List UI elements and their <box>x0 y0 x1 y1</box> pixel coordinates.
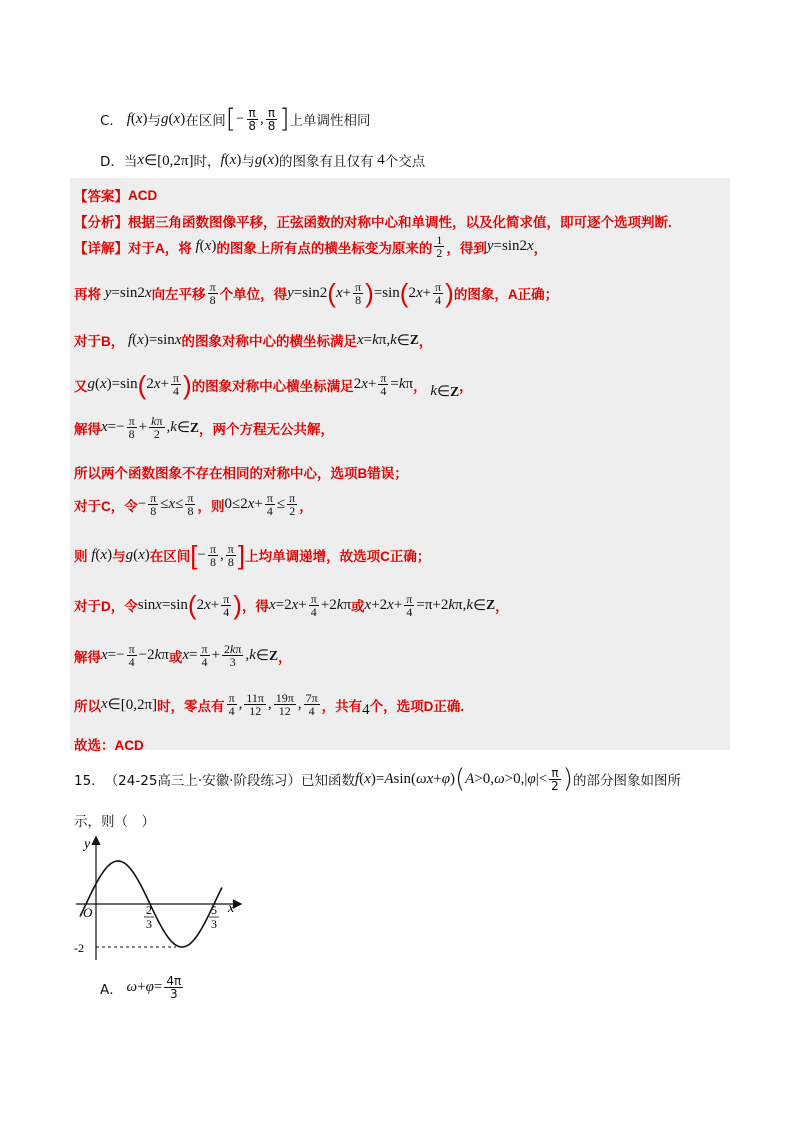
origin-label: O <box>83 905 93 920</box>
x-label: x <box>228 901 235 916</box>
detail-line-8: 则 f ( x ) 与 g ( x ) 在区间 [ − $\frac{\pi}{8}$ , $\frac{\pi}{8}$ ] 上均单调递增，故选项C正确； <box>74 540 431 570</box>
detail-line-10: 解得 x =− $\frac{\pi}{4}$ −2 k π 或 x = $\frac{\pi}{4}$ + $\frac{2k\pi}{3}$ , k ∈ Z ， <box>74 642 292 669</box>
text: 或 <box>168 649 183 665</box>
math: f <box>122 110 131 127</box>
text: ， <box>277 649 292 665</box>
option-a-label: A． <box>100 981 123 998</box>
text: ， <box>533 240 548 256</box>
option-c: C． f ( x ) 与 g ( x ) 在区间 [ − $\frac{\pi}{8}$ , $\frac{\pi}{8}$ ] 上单调性相同 <box>100 104 371 134</box>
question-15-cont <box>74 810 155 830</box>
text: 再将 <box>74 287 101 302</box>
tick-2-3: 2 <box>146 903 152 917</box>
text: 所以两个函数图象不存在相同的对称中心，选项B错误； <box>74 466 408 481</box>
text: 则 <box>74 549 88 564</box>
text: 上均单调递增，故选项C正确； <box>245 549 431 564</box>
text: ，得到 <box>446 240 487 256</box>
question-text: 示，则（ ） <box>74 814 155 830</box>
detail-line-1: 【详解】 对于A，将 f ( x ) 的图象上所有点的横坐标变为原来的 $\frac{1}{2}$ ，得到 y =sin2 x ， <box>74 233 548 260</box>
text: 又 <box>74 378 88 394</box>
detail-line-7: 对于C，令 − $\frac{\pi}{8}$ ≤ x ≤ $\frac{\pi}{8}$ ，则 0≤2 x + $\frac{\pi}{4}$ ≤ $\frac{\pi}{2}$ ， <box>74 491 313 518</box>
function-graph <box>70 832 250 964</box>
detail-line-5: 解得 x =− $\frac{\pi}{8}$ + $\frac{k\pi}{2}$ , k ∈ Z ，两个方程无公共解， <box>74 414 335 441</box>
question-15: 15． （24-25高三上·安徽·阶段练习）已知函数 f ( x )= A sin( ωx + φ ) ( A >0, ω >0,| φ |< $\frac{\pi}{2}$ ) 的部分图象如图所 <box>74 764 681 794</box>
text: ， <box>418 334 433 349</box>
text: 对于B， <box>74 334 125 349</box>
text: 所以 <box>74 698 101 714</box>
text: 与 <box>241 154 255 170</box>
text: ，共有 <box>321 698 363 714</box>
count: 4 <box>362 702 370 718</box>
text: 对于A，将 <box>128 240 192 256</box>
text: 的图象，A正确； <box>453 287 559 302</box>
svg-text:3: 3 <box>211 917 217 931</box>
text: ， <box>299 498 313 514</box>
analysis-text: 根据三角函数图像平移，正弦函数的对称中心和单调性，以及化简求值，即可逐个选项判断. <box>128 215 672 230</box>
text: 个，选项D正确. <box>369 698 465 714</box>
text: 解得 <box>74 649 101 665</box>
question-number: 15． <box>74 773 105 789</box>
text: 的图象对称中心横坐标满足 <box>191 378 354 394</box>
text: 的图象上所有点的横坐标变为原来的 <box>216 240 433 256</box>
option-c-label: C． <box>100 113 123 129</box>
text: 上单调性相同 <box>289 113 371 129</box>
detail-tag: 【详解】 <box>74 240 128 256</box>
tick-5-3: 5 <box>211 903 217 917</box>
text: ， <box>413 378 427 394</box>
text: 个单位，得 <box>219 287 288 302</box>
detail-line-3: 对于B， f ( x )=sin x 的图象对称中心的横坐标满足 x = k π, k ∈ Z ， <box>74 331 433 349</box>
y-label: y <box>84 837 91 852</box>
question-text: 的部分图象如图所 <box>572 773 681 789</box>
text: 或 <box>351 599 365 614</box>
answer-value: ACD <box>128 187 158 203</box>
text: 的图象有且仅有 <box>278 154 374 170</box>
text: 时，零点有 <box>157 698 225 714</box>
text: 解得 <box>74 421 101 437</box>
analysis-tag: 【分析】 <box>74 215 128 230</box>
text: ， <box>495 599 509 614</box>
svg-text:3: 3 <box>146 917 152 931</box>
detail-line-4: 又 g ( x )=sin ( 2 x + $\frac{\pi}{4}$ ) 的图象对称中心横坐标满足 2 x + $\frac{\pi}{4}$ = k π ， k ∈ Z ， <box>74 369 473 400</box>
analysis-line <box>74 211 672 231</box>
text: ，得 <box>241 599 269 614</box>
text: 故选：ACD <box>74 738 144 753</box>
option-a: A． ω + φ = $\frac{4\pi}{3}$ <box>100 974 182 1001</box>
option-d: D．当 x ∈[0,2π] 时， f ( x ) 与 g ( x ) 的图象有且仅有 4 个交点 <box>100 151 426 170</box>
tick-y-minus-2: -2 <box>74 941 84 955</box>
text: 对于D，令 <box>74 599 138 614</box>
detail-line-12 <box>74 734 144 754</box>
text: 与 <box>147 113 162 129</box>
answer-line <box>74 185 157 205</box>
text: 与 <box>112 549 126 564</box>
detail-line-2: 再将 y =sin2 x 向左平移 $\frac{\pi}{8}$ 个单位，得 y =sin2 ( x + $\frac{\pi}{8}$ ) =sin ( 2 x + $\frac{\pi}{4}$ ) 的图象，A正确； <box>74 278 559 308</box>
text: ， <box>459 378 473 394</box>
text: 向左平移 <box>151 287 206 302</box>
text: 个交点 <box>384 154 426 170</box>
detail-line-9: 对于D，令 sin x =sin ( 2 x + $\frac{\pi}{4}$ ) ，得 x =2 x + $\frac{\pi}{4}$ +2 k π 或 x +2 x + $\frac{\pi}{4}$ =π+2 k π, k ∈ Z ， <box>74 590 509 620</box>
text: 时， <box>193 154 221 170</box>
text: 在区间 <box>149 549 191 564</box>
text: ，则 <box>197 498 225 514</box>
answer-tag: 【答案】 <box>74 189 128 204</box>
count: 4 <box>377 151 385 168</box>
text: 对于C，令 <box>74 498 138 514</box>
text: 的图象对称中心的横坐标满足 <box>181 334 357 349</box>
detail-line-11: 所以 x ∈[0,2π] 时，零点有 $\frac{\pi}{4}$ , $\frac{11\pi}{12}$ , $\frac{19\pi}{12}$ , $\frac{7\pi}{4}$ ，共有 4 个，选项D正确. <box>74 691 465 718</box>
text: ，两个方程无公共解， <box>199 421 335 437</box>
option-d-label: D．当 <box>100 154 138 170</box>
text: 在区间 <box>185 113 226 129</box>
question-text: （24-25高三上·安徽·阶段练习）已知函数 <box>104 773 355 789</box>
detail-line-6 <box>74 462 408 482</box>
